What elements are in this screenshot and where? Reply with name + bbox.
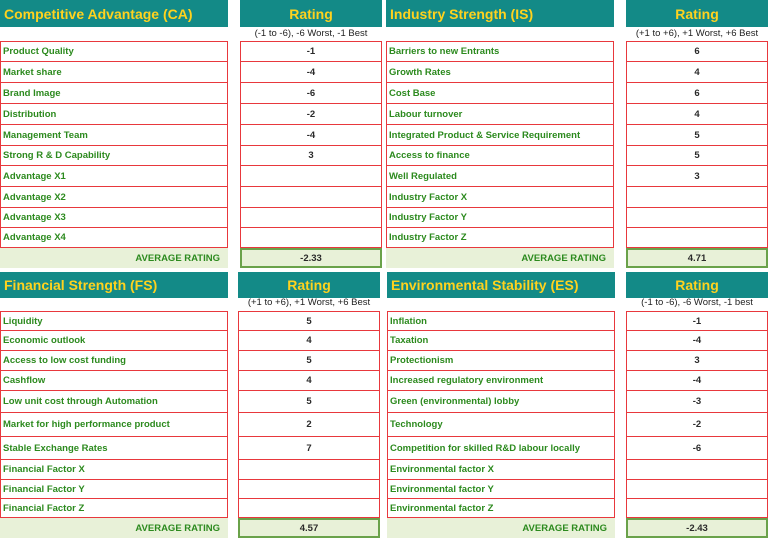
ca-factor-label: Advantage X1 [0,166,228,187]
es-rating-cell[interactable]: -3 [626,391,768,413]
ca-rating-cell[interactable] [240,187,382,208]
es-rating-cell[interactable]: -2 [626,413,768,437]
is-section-title: Industry Strength (IS) [386,0,614,27]
fs-factor-label: Access to low cost funding [0,351,228,371]
is-average-label: AVERAGE RATING [386,248,614,268]
is-rating-cell[interactable]: 3 [626,166,768,187]
es-factor-label: Technology [387,413,615,437]
is-average-value: 4.71 [626,248,768,268]
ca-factor-label: Management Team [0,125,228,146]
is-factor-label: Integrated Product & Service Requirement [386,125,614,146]
fs-rating-cell[interactable]: 5 [238,351,380,371]
is-factor-label: Growth Rates [386,62,614,83]
fs-rating-scale: (+1 to +6), +1 Worst, +6 Best [247,296,371,308]
es-factor-label: Environmental factor Z [387,499,615,518]
es-factor-label: Protectionism [387,351,615,371]
es-factor-label: Taxation [387,331,615,351]
es-factor-label: Green (environmental) lobby [387,391,615,413]
es-rating-cell[interactable]: -4 [626,331,768,351]
fs-average-label: AVERAGE RATING [0,518,228,538]
ca-rating-cell[interactable]: -4 [240,62,382,83]
es-rating-header: Rating [626,272,768,298]
es-factor-label: Environmental factor Y [387,480,615,499]
ca-factor-label: Advantage X4 [0,228,228,248]
fs-factor-label: Financial Factor Y [0,480,228,499]
is-rating-cell[interactable]: 6 [626,41,768,62]
ca-rating-cell[interactable] [240,208,382,228]
ca-factor-label: Advantage X3 [0,208,228,228]
es-rating-cell[interactable]: -4 [626,371,768,391]
is-rating-cell[interactable]: 6 [626,83,768,104]
fs-rating-cell[interactable] [238,499,380,518]
ca-factor-label: Product Quality [0,41,228,62]
fs-factor-label: Financial Factor X [0,460,228,480]
is-rating-cell[interactable] [626,187,768,208]
is-factor-label: Industry Factor Y [386,208,614,228]
fs-rating-cell[interactable]: 5 [238,391,380,413]
ca-factor-label: Advantage X2 [0,187,228,208]
is-rating-cell[interactable]: 4 [626,104,768,125]
is-factor-label: Cost Base [386,83,614,104]
fs-rating-cell[interactable]: 4 [238,331,380,351]
es-factor-label: Competition for skilled R&D labour locally [387,437,615,460]
fs-rating-cell[interactable] [238,480,380,499]
is-rating-cell[interactable]: 5 [626,125,768,146]
ca-factor-label: Brand Image [0,83,228,104]
fs-average-value: 4.57 [238,518,380,538]
ca-section-title: Competitive Advantage (CA) [0,0,228,27]
fs-factor-label: Market for high performance product [0,413,228,437]
ca-rating-cell[interactable]: 3 [240,146,382,166]
is-factor-label: Barriers to new Entrants [386,41,614,62]
fs-rating-header: Rating [238,272,380,298]
ca-rating-cell[interactable]: -4 [240,125,382,146]
is-rating-cell[interactable]: 4 [626,62,768,83]
es-rating-cell[interactable]: 3 [626,351,768,371]
ca-average-label: AVERAGE RATING [0,248,228,268]
fs-rating-cell[interactable]: 4 [238,371,380,391]
es-factor-label: Inflation [387,311,615,331]
es-rating-scale: (-1 to -6), -6 Worst, -1 best [641,296,753,308]
is-factor-label: Labour turnover [386,104,614,125]
ca-rating-cell[interactable]: -2 [240,104,382,125]
ca-rating-cell[interactable]: -6 [240,83,382,104]
ca-rating-cell[interactable]: -1 [240,41,382,62]
ca-factor-label: Strong R & D Capability [0,146,228,166]
is-rating-cell[interactable] [626,208,768,228]
fs-rating-cell[interactable]: 7 [238,437,380,460]
fs-factor-label: Stable Exchange Rates [0,437,228,460]
ca-factor-label: Market share [0,62,228,83]
fs-section-title: Financial Strength (FS) [0,272,228,298]
fs-factor-label: Economic outlook [0,331,228,351]
fs-rating-cell[interactable]: 2 [238,413,380,437]
es-section-title: Environmental Stability (ES) [387,272,615,298]
is-rating-header: Rating [626,0,768,27]
es-rating-cell[interactable]: -6 [626,437,768,460]
ca-rating-cell[interactable] [240,228,382,248]
es-rating-cell[interactable] [626,499,768,518]
es-average-value: -2.43 [626,518,768,538]
fs-factor-label: Liquidity [0,311,228,331]
ca-rating-header: Rating [240,0,382,27]
is-factor-label: Well Regulated [386,166,614,187]
fs-factor-label: Financial Factor Z [0,499,228,518]
es-rating-cell[interactable]: -1 [626,311,768,331]
es-factor-label: Environmental factor X [387,460,615,480]
is-rating-cell[interactable] [626,228,768,248]
ca-rating-scale: (-1 to -6), -6 Worst, -1 Best [254,27,368,39]
is-factor-label: Industry Factor Z [386,228,614,248]
es-rating-cell[interactable] [626,480,768,499]
es-rating-cell[interactable] [626,460,768,480]
fs-factor-label: Cashflow [0,371,228,391]
fs-factor-label: Low unit cost through Automation [0,391,228,413]
ca-rating-cell[interactable] [240,166,382,187]
es-average-label: AVERAGE RATING [387,518,615,538]
es-factor-label: Increased regulatory environment [387,371,615,391]
ca-average-value: -2.33 [240,248,382,268]
is-rating-cell[interactable]: 5 [626,146,768,166]
is-factor-label: Industry Factor X [386,187,614,208]
fs-rating-cell[interactable] [238,460,380,480]
ca-factor-label: Distribution [0,104,228,125]
is-factor-label: Access to finance [386,146,614,166]
fs-rating-cell[interactable]: 5 [238,311,380,331]
is-rating-scale: (+1 to +6), +1 Worst, +6 Best [635,27,759,39]
